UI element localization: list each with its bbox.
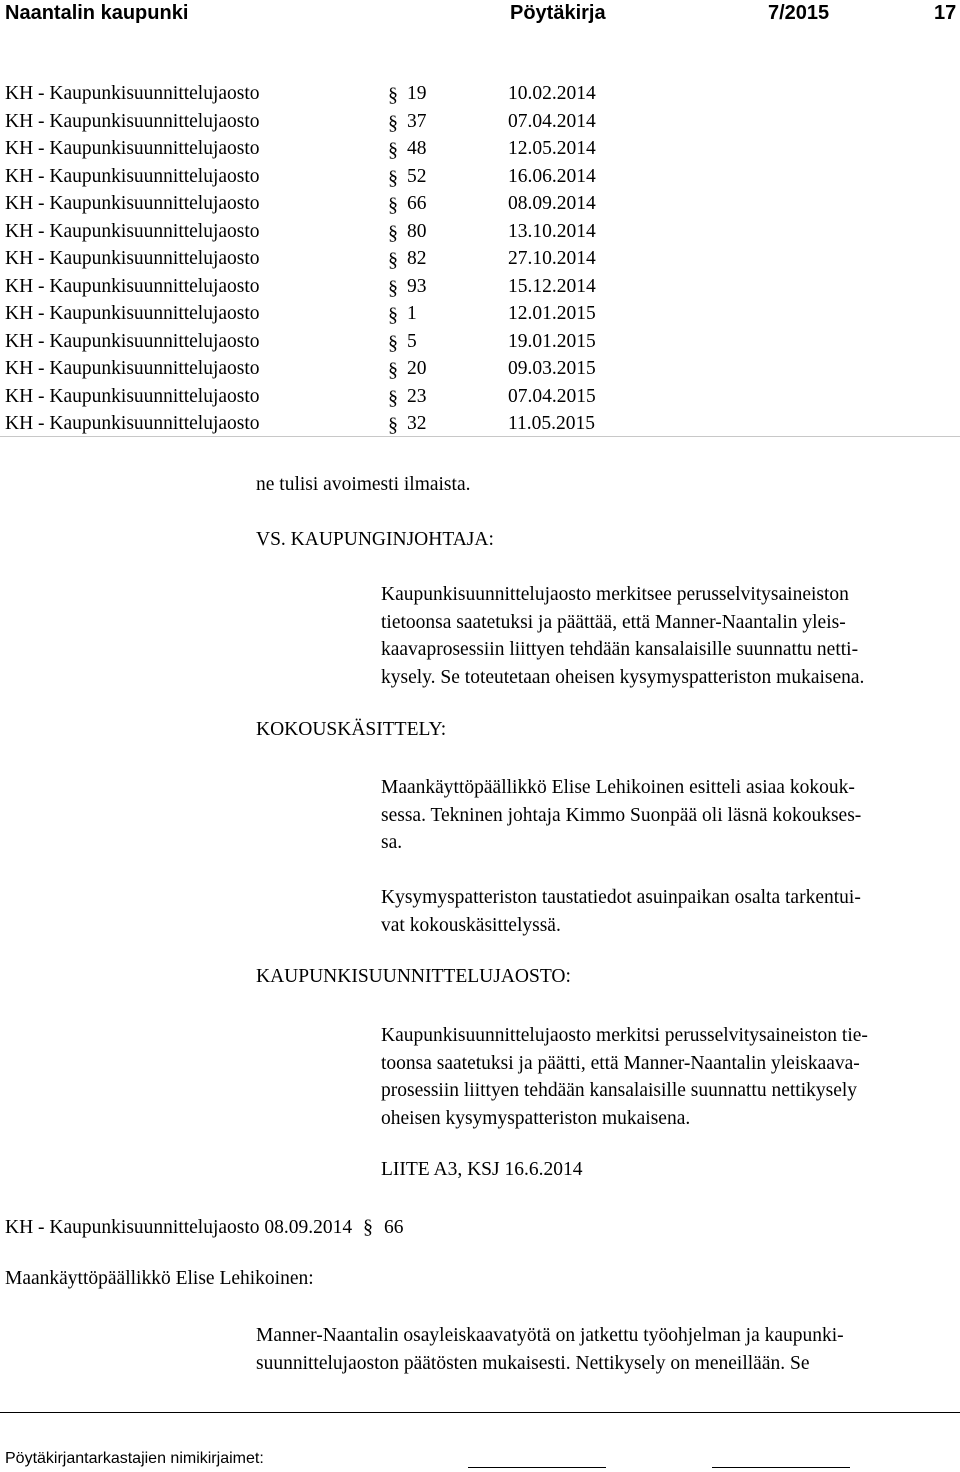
section-sign-icon	[386, 275, 402, 299]
history-org: KH - Kaupunkisuunnittelujaosto	[5, 220, 260, 242]
section-sign-glyph: §	[388, 166, 398, 189]
history-date: 11.05.2015	[508, 413, 596, 434]
section-sign-icon	[386, 137, 402, 161]
history-date: 07.04.2015	[508, 385, 596, 407]
kokouskasittely-paragraph-2	[381, 884, 861, 939]
header-page-number: 17	[934, 2, 957, 24]
text-line: vat kokouskäsittelyssä.	[381, 914, 561, 936]
section-sign-glyph: §	[388, 111, 398, 134]
history-table	[5, 80, 960, 438]
presenter-text	[256, 1322, 844, 1377]
history-number: 1	[407, 303, 417, 324]
history-row	[5, 190, 960, 218]
history-org: KH - Kaupunkisuunnittelujaosto	[5, 275, 260, 297]
history-org: KH - Kaupunkisuunnittelujaosto	[5, 248, 260, 269]
history-number: 20	[407, 358, 427, 379]
section-sign-icon	[386, 82, 402, 106]
history-row	[5, 273, 960, 301]
section-sign-icon	[386, 192, 402, 216]
history-row	[5, 383, 960, 411]
presenter-heading: Maankäyttöpäällikkö Elise Lehikoinen:	[5, 1268, 314, 1289]
history-org: KH - Kaupunkisuunnittelujaosto	[5, 193, 260, 214]
section-sign-icon	[361, 1214, 377, 1238]
section-sign-icon	[386, 165, 402, 189]
history-date: 13.10.2014	[508, 220, 596, 242]
header-issue: 7/2015	[768, 2, 830, 24]
history-date: 12.05.2014	[508, 138, 596, 159]
section-sign-glyph: §	[388, 139, 398, 161]
history-number: 32	[407, 413, 427, 434]
history-date: 10.02.2014	[508, 83, 596, 104]
history-date: 16.06.2014	[508, 165, 596, 187]
history-org: KH - Kaupunkisuunnittelujaosto	[5, 83, 260, 104]
history-number: 52	[407, 165, 427, 187]
header-city: Naantalin kaupunki	[5, 2, 189, 24]
text-line: sa.	[381, 832, 403, 853]
history-org: KH - Kaupunkisuunnittelujaosto	[5, 330, 260, 352]
signature-line-1	[468, 1467, 606, 1468]
text-line: Kaupunkisuunnittelujaosto merkitsi perusselvitysaineiston tie-	[381, 1025, 868, 1046]
section-sign-icon	[386, 247, 402, 271]
history-row	[5, 108, 960, 136]
history-number: 48	[407, 138, 427, 159]
history-date: 19.01.2015	[508, 330, 596, 352]
history-date: 15.12.2014	[508, 275, 596, 297]
prior-meeting-reference	[5, 1214, 403, 1239]
section-sign-glyph: §	[388, 304, 398, 326]
history-org: KH - Kaupunkisuunnittelujaosto	[5, 138, 260, 159]
history-date: 12.01.2015	[508, 303, 596, 324]
text-line: suunnittelujaoston päätösten mukaisesti. Nettikysely on meneillään. Se	[256, 1352, 810, 1374]
history-number: 93	[407, 275, 427, 297]
section-sign-glyph: §	[388, 414, 398, 436]
text-line: Maankäyttöpäällikkö Elise Lehikoinen esitteli asiaa kokouk-	[381, 777, 855, 798]
history-row	[5, 300, 960, 328]
text-line: Kaupunkisuunnittelujaosto merkitsee perusselvitysaineiston	[381, 584, 849, 605]
section-sign-glyph: §	[388, 359, 398, 381]
history-date: 07.04.2014	[508, 110, 596, 132]
text-line: oheisen kysymyspatteriston mukaisena.	[381, 1107, 691, 1129]
text-line: kaavaprosessiin liittyen tehdään kansalaisille suunnattu netti-	[381, 639, 859, 660]
text-line: sessa. Tekninen johtaja Kimmo Suonpää oli läsnä kokoukses-	[381, 804, 862, 826]
text-line: prosessiin liittyen tehdään kansalaisille suunnattu nettikysely	[381, 1080, 858, 1101]
history-date: 27.10.2014	[508, 248, 596, 269]
history-org: KH - Kaupunkisuunnittelujaosto	[5, 358, 260, 379]
text-line: kysely. Se toteutetaan oheisen kysymyspatteriston mukaisena.	[381, 666, 865, 688]
history-row	[5, 163, 960, 191]
section-sign-icon	[386, 412, 402, 436]
kaupunkisuunnittelujaosto-heading: KAUPUNKISUUNNITTELUJAOSTO:	[256, 966, 571, 987]
history-org: KH - Kaupunkisuunnittelujaosto	[5, 413, 260, 434]
history-number: 5	[407, 330, 417, 352]
text-line: Manner-Naantalin osayleiskaavatyötä on jatkettu työohjelman ja kaupunki-	[256, 1325, 844, 1346]
history-date: 09.03.2015	[508, 358, 596, 379]
section-sign-glyph: §	[388, 386, 398, 409]
vs-kaupunginjohtaja-heading: VS. KAUPUNGINJOHTAJA:	[256, 529, 494, 550]
history-number: 82	[407, 248, 427, 269]
prior-meeting-org-date: KH - Kaupunkisuunnittelujaosto 08.09.2014	[5, 1217, 353, 1238]
section-sign-glyph: §	[388, 194, 398, 216]
history-number: 19	[407, 83, 427, 104]
history-row	[5, 218, 960, 246]
history-row	[5, 355, 960, 383]
section-sign-icon	[386, 385, 402, 409]
history-row	[5, 245, 960, 273]
section-sign-icon	[386, 220, 402, 244]
section-sign-icon	[386, 302, 402, 326]
table-divider	[0, 436, 960, 437]
prior-meeting-number: 66	[383, 1217, 404, 1238]
footer-initials-label: Pöytäkirjantarkastajien nimikirjaimet:	[5, 1450, 264, 1467]
continuation-text: ne tulisi avoimesti ilmaista.	[256, 474, 471, 495]
kokouskasittely-heading: KOKOUSKÄSITTELY:	[256, 719, 447, 740]
section-sign-icon	[386, 330, 402, 354]
section-sign-icon	[386, 357, 402, 381]
section-sign-icon	[386, 110, 402, 134]
header-doc-type: Pöytäkirja	[510, 2, 606, 24]
section-sign-glyph: §	[363, 1216, 374, 1238]
text-line: Kysymyspatteriston taustatiedot asuinpaikan osalta tarkentui-	[381, 887, 861, 908]
attachment-reference: LIITE A3, KSJ 16.6.2014	[381, 1159, 583, 1180]
section-sign-glyph: §	[388, 331, 398, 354]
history-row	[5, 328, 960, 356]
history-number: 66	[407, 193, 427, 214]
vs-kaupunginjohtaja-proposal	[381, 581, 864, 691]
kaupunkisuunnittelujaosto-decision	[381, 1022, 868, 1132]
history-date: 08.09.2014	[508, 193, 596, 214]
history-row	[5, 410, 960, 438]
history-org: KH - Kaupunkisuunnittelujaosto	[5, 165, 260, 187]
history-row	[5, 80, 960, 108]
history-number: 80	[407, 220, 427, 242]
history-org: KH - Kaupunkisuunnittelujaosto	[5, 385, 260, 407]
history-org: KH - Kaupunkisuunnittelujaosto	[5, 303, 260, 324]
text-line: toonsa saatetuksi ja päätti, että Manner-Naantalin yleiskaava-	[381, 1052, 860, 1074]
section-sign-glyph: §	[388, 276, 398, 299]
history-org: KH - Kaupunkisuunnittelujaosto	[5, 110, 260, 132]
section-sign-glyph: §	[388, 221, 398, 244]
kokouskasittely-paragraph-1	[381, 774, 861, 857]
section-sign-glyph: §	[388, 249, 398, 271]
history-number: 23	[407, 385, 427, 407]
text-line: tietoonsa saatetuksi ja päättää, että Manner-Naantalin yleis-	[381, 611, 846, 633]
section-sign-glyph: §	[388, 84, 398, 106]
signature-line-2	[712, 1467, 850, 1468]
history-number: 37	[407, 110, 427, 132]
footer-divider	[0, 1412, 960, 1413]
history-row	[5, 135, 960, 163]
